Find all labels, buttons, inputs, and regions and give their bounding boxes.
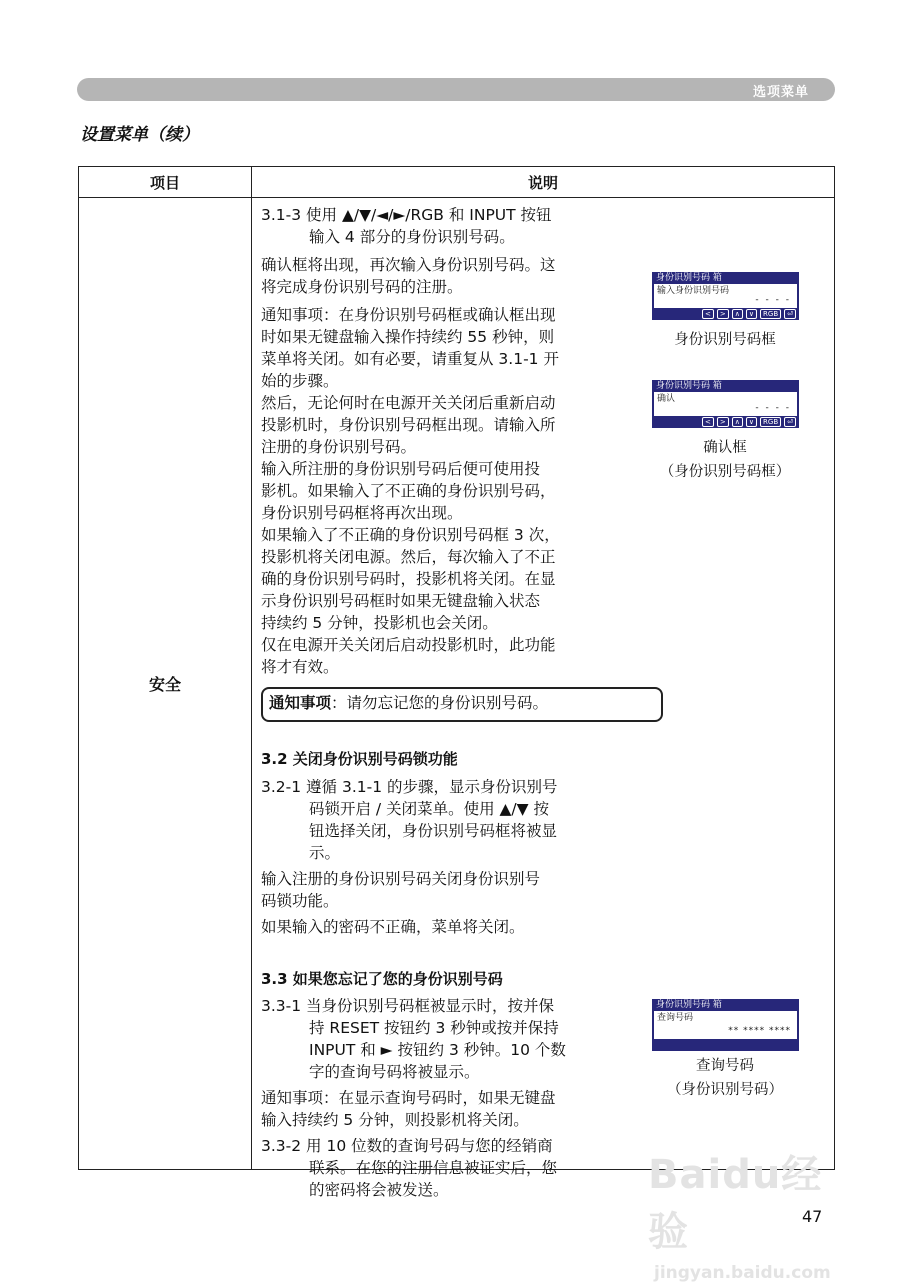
- rgb-key: RGB: [760, 417, 781, 427]
- dialog-key-bar: [652, 308, 799, 320]
- paragraph-line: 身份识别号码框将再次出现。: [261, 504, 463, 522]
- section-label: 选项菜单: [752, 85, 809, 100]
- notice-box: [261, 687, 663, 722]
- paragraph-line: 通知事项：在显示查询号码时，如果无键盘: [261, 1089, 556, 1107]
- pin-placeholder: - - - -: [755, 295, 791, 305]
- baidu-watermark: [648, 1143, 858, 1283]
- item-cell: 安全: [79, 198, 252, 1170]
- paragraph-line: 影机。如果输入了不正确的身份识别号码，: [261, 482, 556, 500]
- notice-message: ：请勿忘记您的身份识别号码。: [331, 694, 549, 712]
- dialog-footer: [652, 1039, 799, 1051]
- page-number: 47: [802, 1207, 823, 1226]
- paragraph-line: 始的步骤。: [261, 372, 339, 390]
- dialog-prompt: 确认: [657, 394, 676, 404]
- pin-box-dialog: [652, 272, 799, 320]
- inquiry-number: ** **** ****: [728, 1026, 791, 1036]
- notice-text: [269, 692, 548, 715]
- paragraph-line: 然后，无论何时在电源开关关闭后重新启动: [261, 394, 556, 412]
- confirm-box-dialog: [652, 380, 799, 428]
- paragraph-line: 输入所注册的身份识别号码后便可使用投: [261, 460, 541, 478]
- left-key: <: [702, 417, 714, 427]
- step-3-3-2-cont: 的密码将会被发送。: [309, 1181, 449, 1199]
- dialog-key-bar: [652, 416, 799, 428]
- step-3-2-1-cont: 钮选择关闭，身份识别号码框将被显: [309, 822, 558, 840]
- right-key: >: [717, 417, 729, 427]
- paragraph-line: 将完成身份识别号码的注册。: [261, 278, 463, 296]
- inquiry-box-caption: 查询号码: [696, 1058, 754, 1074]
- paragraph-line: 如果输入的密码不正确，菜单将关闭。: [261, 918, 525, 936]
- pin-placeholder: - - - -: [755, 403, 791, 413]
- column-header-description: 说明: [252, 167, 835, 198]
- pin-box-caption: 身份识别号码框: [674, 332, 776, 348]
- paragraph-line: 输入持续约 5 分钟，则投影机将关闭。: [261, 1111, 529, 1129]
- notice-label: 通知事项: [269, 694, 332, 712]
- step-3-1-3-cont: 输入 4 部分的身份识别号码。: [309, 228, 515, 246]
- paragraph-line: 投影机时，身份识别号码框出现。请输入所: [261, 416, 556, 434]
- paragraph-line: 投影机将关闭电源。然后，每次输入了不正: [261, 548, 556, 566]
- dialog-body: [652, 392, 799, 416]
- enter-icon: ⏎: [784, 417, 796, 427]
- down-key: ∨: [746, 417, 757, 427]
- paragraph-line: 通知事项：在身份识别号码框或确认框出现: [261, 306, 556, 324]
- step-3-3-1-cont: 持 RESET 按钮约 3 秒钟或按并保持: [309, 1019, 559, 1037]
- paragraph-line: 如果输入了不正确的身份识别号码框 3 次，: [261, 526, 560, 544]
- paragraph-line: 仅在电源开关关闭后启动投影机时，此功能: [261, 636, 556, 654]
- paragraph-line: 确认框将出现，再次输入身份识别号码。这: [261, 256, 556, 274]
- paragraph-line: 输入注册的身份识别号码关闭身份识别号: [261, 870, 541, 888]
- paragraph-line: 示身份识别号码框时如果无键盘输入状态: [261, 592, 541, 610]
- rgb-key: RGB: [760, 309, 781, 319]
- step-3-3-1-cont: INPUT 和 ► 按钮约 3 秒钟。10 个数: [309, 1041, 566, 1059]
- paragraph-line: 菜单将关闭。如有必要，请重复从 3.1-1 开: [261, 350, 559, 368]
- paragraph-line: 时如果无键盘输入操作持续约 55 秒钟，则: [261, 328, 555, 346]
- section-heading-3-3: 3.3 如果您忘记了您的身份识别号码: [261, 970, 503, 988]
- dialog-prompt: 输入身份识别号码: [657, 286, 730, 296]
- confirm-box-caption: 确认框: [703, 440, 747, 456]
- section-heading-3-2: 3.2 关闭身份识别号码锁功能: [261, 750, 458, 768]
- dialog-title: 身份识别号码 箱: [652, 272, 799, 284]
- step-3-2-1-cont: 码锁开启 / 关闭菜单。使用 ▲/▼ 按: [309, 800, 549, 818]
- step-3-3-2: 3.3-2 用 10 位数的查询号码与您的经销商: [261, 1137, 553, 1155]
- dialog-prompt: 查询号码: [657, 1013, 694, 1023]
- inquiry-box-subcaption: （身份识别号码）: [667, 1082, 783, 1098]
- confirm-box-subcaption: （身份识别号码框）: [659, 464, 791, 480]
- step-3-2-1: 3.2-1 遵循 3.1-1 的步骤，显示身份识别号: [261, 778, 558, 796]
- dialog-body: [652, 284, 799, 308]
- paragraph-line: 确的身份识别号码时，投影机将关闭。在显: [261, 570, 556, 588]
- up-key: ∧: [732, 417, 743, 427]
- dialog-title: 身份识别号码 箱: [652, 999, 799, 1011]
- watermark-url: jingyan.baidu.com: [654, 1263, 831, 1283]
- up-key: ∧: [732, 309, 743, 319]
- step-3-3-2-cont: 联系。在您的注册信息被证实后，您: [309, 1159, 558, 1177]
- step-3-3-1: 3.3-1 当身份识别号码框被显示时，按并保: [261, 997, 555, 1015]
- inquiry-box-dialog: [652, 999, 799, 1051]
- step-3-2-1-cont: 示。: [309, 844, 341, 862]
- enter-icon: ⏎: [784, 309, 796, 319]
- dialog-title: 身份识别号码 箱: [652, 380, 799, 392]
- watermark-brand: Baidu经验: [648, 1152, 823, 1255]
- column-header-item: 项目: [79, 167, 252, 198]
- down-key: ∨: [746, 309, 757, 319]
- left-key: <: [702, 309, 714, 319]
- paragraph-line: 持续约 5 分钟，投影机也会关闭。: [261, 614, 498, 632]
- paragraph-line: 码锁功能。: [261, 892, 339, 910]
- right-key: >: [717, 309, 729, 319]
- page-title: 设置菜单（续）: [80, 125, 199, 145]
- section-header-bar: [77, 78, 835, 101]
- step-3-1-3: 3.1-3 使用 ▲/▼/◄/►/RGB 和 INPUT 按钮: [261, 206, 552, 224]
- step-3-3-1-cont: 字的查询号码将被显示。: [309, 1063, 480, 1081]
- paragraph-line: 注册的身份识别号码。: [261, 438, 417, 456]
- dialog-body: [652, 1011, 799, 1039]
- description-cell: [252, 198, 835, 1199]
- paragraph-line: 将才有效。: [261, 658, 339, 676]
- settings-table: [78, 166, 835, 1199]
